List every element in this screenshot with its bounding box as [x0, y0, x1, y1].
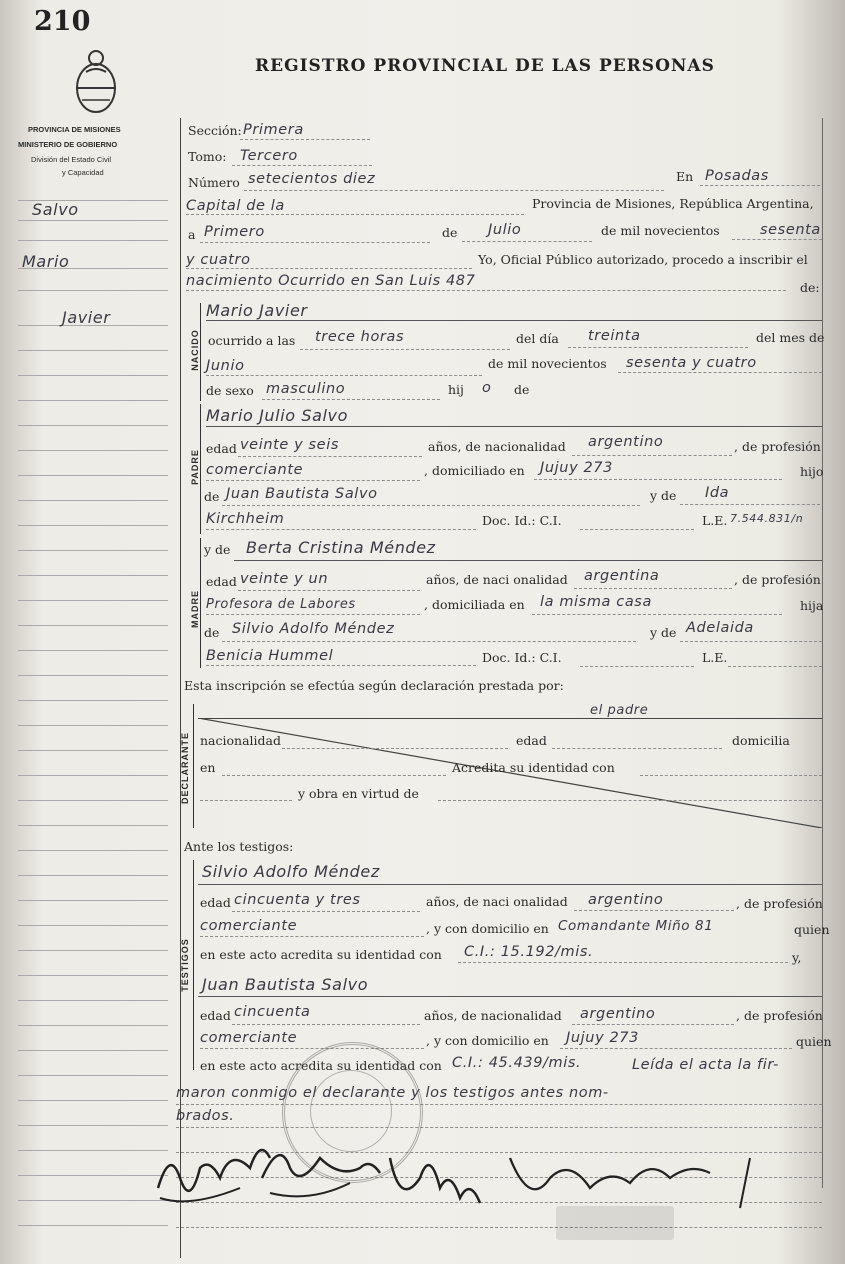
decl-en-label: en: [200, 760, 216, 775]
padre-label: PADRE: [190, 449, 200, 485]
document-title: REGISTRO PROVINCIAL DE LAS PERSONAS: [255, 56, 715, 76]
padre-nac-value: argentino: [588, 434, 664, 450]
del-dia-label: del día: [516, 331, 559, 346]
margin-rule: [18, 400, 168, 401]
abuelo-value: Juan Bautista Salvo: [226, 486, 378, 502]
padre-prof-value: comerciante: [206, 462, 304, 478]
provincia-label: Provincia de Misiones, República Argentina,: [532, 196, 814, 211]
section-bracket: [193, 860, 194, 1070]
t1-nac-value: argentino: [588, 892, 664, 908]
margin-rule: [18, 240, 168, 241]
madre-le-label: L.E.: [702, 650, 728, 665]
margin-rule: [18, 800, 168, 801]
ciudad-value: Posadas: [705, 168, 769, 184]
t1-edad-value: cincuenta y tres: [234, 892, 361, 908]
anio-value-1: sesenta: [760, 222, 821, 238]
hij-suffix: o: [482, 380, 492, 396]
madre-y-de-label: y de: [204, 542, 231, 557]
cierre-value-1: Leída el acta la fir-: [632, 1057, 779, 1073]
margin-rule: [18, 1025, 168, 1026]
margin-rule: [18, 350, 168, 351]
margin-rule: [18, 675, 168, 676]
t1-edad-label: edad: [200, 895, 231, 910]
yo-label: Yo, Oficial Público autorizado, procedo a inscribir el: [478, 252, 808, 267]
obra-label: y obra en virtud de: [298, 786, 419, 801]
margin-rule: [18, 850, 168, 851]
numero-label: Número: [188, 175, 240, 190]
margin-name-2: Javier: [62, 308, 111, 327]
t1-acredita-label: en este acto acredita su identidad con: [200, 947, 442, 962]
abuelo-m-value: Silvio Adolfo Méndez: [232, 621, 395, 637]
margin-rule: [18, 700, 168, 701]
padre-de-label: de: [204, 489, 220, 504]
t1-id-value: C.I.: 15.192/mis.: [464, 944, 594, 960]
de-mil-label: de mil novecientos: [601, 223, 720, 238]
seccion-label: Sección:: [188, 123, 242, 138]
margin-rule: [18, 1000, 168, 1001]
ocurrido-label: ocurrido a las: [208, 333, 296, 348]
padre-prof-label: , de profesión: [734, 439, 821, 454]
t2-dom-label: , y con domicilio en: [426, 1033, 549, 1048]
testigos-label: TESTIGOS: [180, 938, 190, 992]
margin-rule: [18, 1200, 168, 1201]
margin-rule: [18, 600, 168, 601]
dia-value: Primero: [204, 224, 265, 240]
t1-dom-value: Comandante Miño 81: [558, 918, 714, 934]
declarante-value: el padre: [590, 703, 649, 718]
madre-prof-value: Profesora de Labores: [206, 597, 356, 612]
margin-rule: [18, 625, 168, 626]
margin-rule: [18, 900, 168, 901]
margin-rule: [18, 425, 168, 426]
hija-label: hija: [800, 598, 824, 613]
inscribe-value: nacimiento Ocurrido en San Luis 487: [186, 273, 476, 289]
margin-rule: [18, 1100, 168, 1101]
padre-edad-value: veinte y seis: [240, 437, 339, 453]
dia-nac-value: treinta: [588, 328, 641, 344]
de-mil-2-label: de mil novecientos: [488, 356, 607, 371]
madre-label: MADRE: [190, 590, 200, 628]
margin-rule: [18, 475, 168, 476]
declarante-label: DECLARANTE: [180, 732, 190, 804]
madre-nac-label: años, de naci onalidad: [426, 572, 568, 587]
t2-edad-value: cincuenta: [234, 1004, 311, 1020]
margin-rule: [18, 290, 168, 291]
coat-of-arms-emblem: [72, 48, 120, 116]
cierre-value-3: brados.: [176, 1108, 235, 1124]
section-bracket: [200, 538, 201, 668]
tomo-label: Tomo:: [188, 149, 227, 164]
tomo-value: Tercero: [240, 148, 298, 164]
doc-id-label: Doc. Id.: C.I.: [482, 513, 562, 528]
issuer-ministry: MINISTERIO DE GOBIERNO: [18, 140, 118, 149]
t1-prof-label: , de profesión: [736, 896, 823, 911]
madre-nombre-value: Berta Cristina Méndez: [246, 538, 436, 557]
margin-rule: [18, 950, 168, 951]
hijo-label: hijo: [800, 464, 824, 479]
margin-rule: [18, 1150, 168, 1151]
domicilia-label: domicilia: [732, 733, 790, 748]
margin-rule: [18, 450, 168, 451]
section-bracket: [200, 404, 201, 534]
margin-surname: Salvo: [32, 200, 79, 219]
margin-rule: [18, 1125, 168, 1126]
margin-rule: [18, 1075, 168, 1076]
de-2-label: de: [514, 382, 530, 397]
padre-edad-label: edad: [206, 441, 237, 456]
t2-prof-label: , de profesión: [736, 1008, 823, 1023]
signatures: [150, 1118, 770, 1228]
issuer-division: División del Estado Civil: [31, 155, 112, 164]
t2-acredita-label: en este acto acredita su identidad con: [200, 1058, 442, 1073]
t1-dom-label: , y con domicilio en: [426, 921, 549, 936]
madre-edad-value: veinte y un: [240, 571, 329, 587]
sexo-value: masculino: [266, 381, 346, 397]
madre-y-de-label-2: y de: [650, 625, 677, 640]
y-de-label: y de: [650, 488, 677, 503]
margin-rule: [18, 575, 168, 576]
margin-rule: [18, 500, 168, 501]
de-label: de: [442, 225, 458, 240]
padre-dom-value: Jujuy 273: [540, 460, 613, 476]
madre-de-label: de: [204, 625, 220, 640]
abuela-m-value-2: Benicia Hummel: [206, 648, 334, 664]
margin-rule: [18, 650, 168, 651]
padre-nac-label: años, de nacionalidad: [428, 439, 566, 454]
t1-nac-label: años, de naci onalidad: [426, 894, 568, 909]
madre-prof-label: , de profesión: [734, 572, 821, 587]
t2-nac-value: argentino: [580, 1006, 656, 1022]
madre-doc-id-label: Doc. Id.: C.I.: [482, 650, 562, 665]
acredita-label: Acredita su identidad con: [452, 760, 615, 775]
declaracion-label: Esta inscripción se efectúa según declaración prestada por:: [184, 678, 564, 693]
section-bracket: [200, 303, 201, 401]
le-label: L.E.: [702, 513, 728, 528]
padre-nombre-value: Mario Julio Salvo: [206, 406, 348, 425]
anio-value-2: y cuatro: [186, 252, 251, 268]
madre-nac-value: argentina: [584, 568, 660, 584]
abuela-m-value-1: Adelaida: [686, 620, 754, 636]
abuela-value-2: Kirchheim: [206, 511, 285, 527]
a-label: a: [188, 227, 196, 242]
madre-edad-label: edad: [206, 574, 237, 589]
de-colon-label: de:: [800, 280, 820, 295]
abuela-value-1: Ida: [705, 485, 730, 501]
margin-rule: [18, 1050, 168, 1051]
section-bracket: [193, 704, 194, 828]
margin-rule: [18, 725, 168, 726]
margin-rule: [18, 975, 168, 976]
t1-nombre-value: Silvio Adolfo Méndez: [202, 862, 380, 881]
mes-value: Julio: [488, 222, 522, 238]
seccion-value: Primera: [243, 122, 304, 138]
t1-quien-label: quien: [794, 922, 830, 937]
margin-rule: [18, 220, 168, 221]
t2-dom-value: Jujuy 273: [566, 1030, 639, 1046]
sexo-label: de sexo: [206, 383, 254, 398]
margin-rule: [18, 875, 168, 876]
madre-dom-label: , domiciliada en: [424, 597, 525, 612]
issuer-division-2: y Capacidad: [62, 168, 104, 177]
t2-nombre-value: Juan Bautista Salvo: [202, 975, 369, 994]
margin-rule: [18, 775, 168, 776]
decl-edad-label: edad: [516, 733, 547, 748]
t2-edad-label: edad: [200, 1008, 231, 1023]
column-divider-right: [822, 118, 823, 1188]
t2-quien-label: quien: [796, 1034, 832, 1049]
margin-rule: [18, 825, 168, 826]
t1-y-label: y,: [792, 950, 802, 965]
nacido-label: NACIDO: [190, 329, 200, 371]
t2-prof-value: comerciante: [200, 1030, 298, 1046]
padre-le-value: 7.544.831/n: [730, 512, 804, 525]
margin-rule: [18, 1225, 168, 1226]
nombre-value: Mario Javier: [206, 301, 308, 320]
capital-value: Capital de la: [186, 198, 285, 214]
t2-nac-label: años, de nacionalidad: [424, 1008, 562, 1023]
hij-label: hij: [448, 382, 464, 397]
t2-id-value: C.I.: 45.439/mis.: [452, 1055, 582, 1071]
numero-value: setecientos diez: [248, 171, 376, 187]
page-number: 210: [34, 6, 91, 37]
issuer-province: PROVINCIA DE MISIONES: [28, 125, 121, 134]
padre-dom-label: , domiciliado en: [424, 463, 525, 478]
margin-rule: [18, 550, 168, 551]
madre-dom-value: la misma casa: [540, 594, 652, 610]
mes-nac-value: Junio: [206, 358, 245, 374]
hora-value: trece horas: [315, 329, 405, 345]
margin-rule: [18, 375, 168, 376]
margin-name-1: Mario: [22, 252, 70, 271]
margin-rule: [18, 525, 168, 526]
en-label: En: [676, 169, 694, 184]
margin-rule: [18, 925, 168, 926]
ante-label: Ante los testigos:: [184, 839, 294, 854]
margin-rule: [18, 750, 168, 751]
cierre-value-2: maron conmigo el declarante y los testigos antes nom-: [176, 1085, 609, 1101]
nacionalidad-label: nacionalidad: [200, 733, 281, 748]
anio-nac-value: sesenta y cuatro: [626, 355, 757, 371]
margin-rule: [18, 1175, 168, 1176]
t1-prof-value: comerciante: [200, 918, 298, 934]
del-mes-label: del mes de: [756, 330, 825, 345]
